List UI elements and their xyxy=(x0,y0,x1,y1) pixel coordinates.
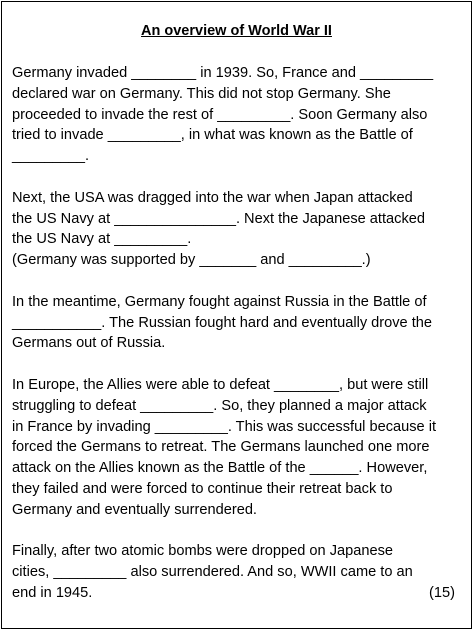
text-line: declared war on Germany. This did not stop Germany. She xyxy=(12,85,391,102)
text-line: the US Navy at _______________. Next the Japanese attacked xyxy=(12,210,425,227)
text-line: Finally, after two atomic bombs were dropped on Japanese xyxy=(12,543,393,560)
paragraph-germany-invasions xyxy=(12,63,467,167)
text-line: _________. xyxy=(12,148,90,165)
paragraph-usa-japan xyxy=(12,188,467,271)
worksheet-body xyxy=(12,63,467,625)
text-line: In Europe, the Allies were able to defeat ________, but were still xyxy=(12,376,429,393)
final-line xyxy=(12,583,467,604)
text-line: cities, _________ also surrendered. And so, WWII came to an xyxy=(12,564,413,581)
text-line: (Germany was supported by _______ and _________.) xyxy=(12,252,371,269)
worksheet-page xyxy=(1,1,472,629)
paragraph-ending xyxy=(12,541,467,603)
text-line: ___________. The Russian fought hard and eventually drove the xyxy=(12,314,433,331)
text-line: forced the Germans to retreat. The Germans launched one more xyxy=(12,439,430,456)
text-line: end in 1945. xyxy=(12,584,93,601)
text-line: Germany invaded ________ in 1939. So, France and _________ xyxy=(12,65,434,81)
text-line: tried to invade _________, in what was known as the Battle of xyxy=(12,127,413,144)
worksheet-title: An overview of World War II xyxy=(141,23,332,39)
marks-total: (15) xyxy=(429,584,455,601)
text-line: struggling to defeat _________. So, they planned a major attack xyxy=(12,397,427,414)
text-line: in France by invading _________. This was successful because it xyxy=(12,418,437,435)
text-line: Next, the USA was dragged into the war when Japan attacked xyxy=(12,189,413,206)
text-line: Germans out of Russia. xyxy=(12,335,166,352)
text-line: proceeded to invade the rest of _________. Soon Germany also xyxy=(12,106,428,123)
paragraph-europe-allies xyxy=(12,375,467,521)
text-line: In the meantime, Germany fought against Russia in the Battle of xyxy=(12,293,427,310)
text-line: the US Navy at _________. xyxy=(12,231,192,248)
text-line: Germany and eventually surrendered. xyxy=(12,501,257,518)
text-line: attack on the Allies known as the Battle of the ______. However, xyxy=(12,460,428,477)
paragraph-russia xyxy=(12,292,467,354)
text-line: they failed and were forced to continue their retreat back to xyxy=(12,480,393,497)
